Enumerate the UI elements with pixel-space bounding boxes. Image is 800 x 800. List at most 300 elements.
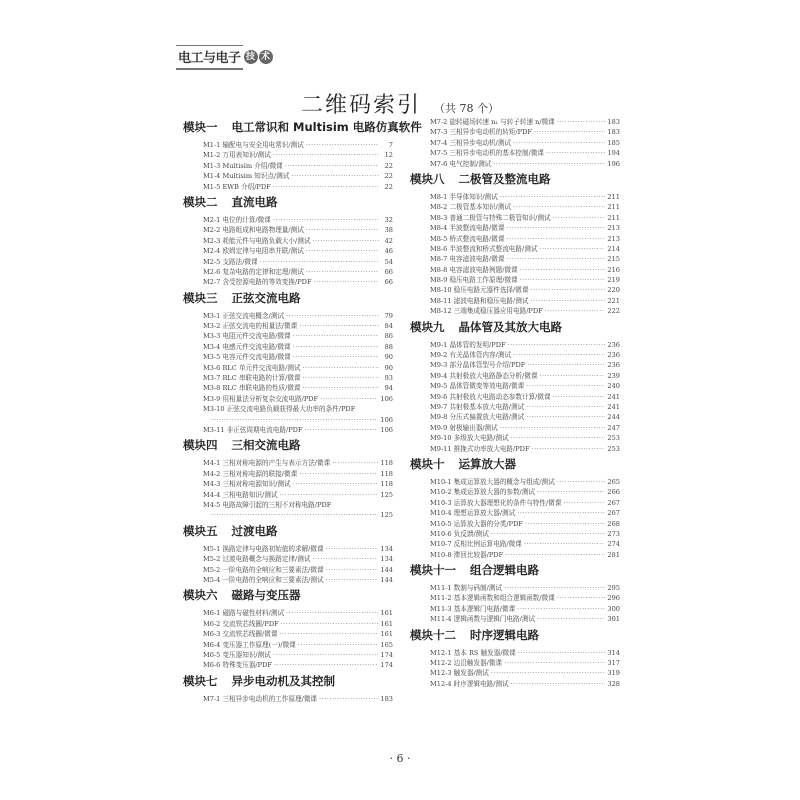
entry-title: 半导体知识/测试 (449, 192, 498, 201)
entry-page: 7 (388, 141, 393, 149)
entry-label (430, 648, 516, 658)
entry-page: 22 (384, 182, 393, 191)
entry-code: M10-7 (430, 540, 454, 549)
entry-page: 94 (384, 384, 393, 393)
qr-index-entry[interactable] (410, 296, 620, 306)
qr-index-entry[interactable] (183, 236, 393, 246)
entry-page: 54 (384, 257, 393, 266)
entry-page: 244 (607, 413, 620, 422)
entry-code: M10-5 (430, 519, 454, 528)
entry-code: M8-4 (430, 224, 450, 233)
entry-page: 86 (384, 332, 393, 341)
entry-page: 161 (380, 619, 393, 628)
qr-index-entry[interactable] (183, 469, 393, 479)
entry-code: M9-11 (430, 444, 454, 453)
qr-index-entry[interactable] (410, 583, 620, 593)
qr-index-entry[interactable] (410, 371, 620, 381)
entry-page: 46 (384, 247, 393, 256)
entry-label (430, 265, 518, 275)
entry-title: 特殊变压器/PDF (222, 661, 272, 670)
entry-page: 185 (607, 138, 620, 147)
entry-title: 集成运算放大器的参数/测试 (453, 488, 536, 497)
book-series-title: 电工与电子 (176, 45, 243, 70)
qr-index-entry[interactable] (183, 694, 393, 704)
qr-index-entry[interactable] (183, 490, 393, 500)
leader-dots (306, 140, 379, 150)
entry-page: 247 (607, 423, 620, 432)
entry-title: 输配电与安全用电常识/测试 (222, 141, 304, 149)
leader-dots (511, 433, 606, 443)
leader-dots (293, 331, 379, 341)
entry-label (203, 629, 277, 639)
entry-code: M9-2 (430, 351, 450, 360)
qr-index-entry[interactable] (183, 171, 393, 181)
entry-code: M2-3 (203, 236, 223, 245)
entry-title: 三相异步电动机的转矩/PDF (449, 128, 532, 137)
leader-dots (505, 550, 605, 560)
leader-dots (299, 321, 379, 331)
module-heading (410, 562, 620, 579)
entry-page: 300 (607, 604, 620, 613)
qr-index-entry[interactable] (183, 342, 393, 352)
module-name: 三相交流电路 (231, 438, 301, 453)
qr-index-entry[interactable] (183, 277, 393, 287)
qr-index-entry[interactable] (410, 381, 620, 391)
entry-title: 负反馈/测试 (453, 529, 489, 538)
qr-index-entry[interactable] (410, 213, 620, 223)
qr-index-entry[interactable] (410, 648, 620, 658)
qr-index-entry[interactable] (183, 311, 393, 321)
entry-title: 分压式偏置放大电路/测试 (449, 413, 525, 422)
qr-index-entry[interactable] (183, 565, 393, 575)
entry-title: RLC 单元件交流电路/测试 (222, 363, 301, 372)
entry-title: Multisim 知识点/测试 (222, 172, 290, 181)
entry-code: M8-12 (430, 307, 454, 316)
entry-code: M12-4 (430, 679, 454, 688)
qr-index-entry[interactable] (183, 575, 393, 585)
entry-label (203, 660, 272, 670)
qr-index-entry[interactable] (410, 433, 620, 443)
entry-code: M9-4 (430, 371, 450, 380)
page-title (0, 88, 800, 119)
entry-code: M7-5 (430, 149, 450, 158)
entry-title: 反相比例运算电路/微课 (453, 540, 522, 549)
entry-title: 理想运算放大器/测试 (453, 509, 516, 518)
entry-code: M3-6 (203, 363, 223, 372)
entry-code: M7-6 (430, 159, 450, 168)
module-heading (410, 319, 620, 336)
qr-index-entry[interactable] (183, 267, 393, 277)
entry-label (203, 394, 318, 404)
leader-dots (530, 296, 605, 306)
entry-label (203, 479, 291, 489)
entry-label (430, 202, 511, 212)
entry-title: RLC 串联电路的计算/微课 (222, 374, 301, 383)
entry-label (203, 554, 310, 564)
module-heading (183, 119, 422, 136)
entry-title: 一阶电路的全响应和三要素法/微课 (222, 565, 324, 574)
qr-index-entry[interactable] (410, 477, 620, 487)
entry-title: 部分晶体管型号介绍/PDF (449, 361, 526, 370)
qr-index-entry[interactable] (410, 285, 620, 295)
entry-page: 66 (384, 278, 393, 287)
entry-code: M8-10 (430, 286, 454, 295)
leader-dots (303, 383, 379, 393)
leader-dots (517, 508, 605, 518)
qr-index-entry[interactable] (183, 373, 393, 383)
qr-index-entry[interactable] (183, 225, 393, 235)
leader-dots (539, 371, 605, 381)
entry-page: 106 (380, 426, 393, 435)
leader-dots (526, 402, 605, 412)
qr-index-entry[interactable] (410, 423, 620, 433)
qr-index-entry[interactable] (410, 159, 620, 169)
entry-title: 三端集成稳压器应用电路/PDF (453, 307, 543, 316)
entry-title: 三相异步电动机/测试 (449, 138, 512, 147)
entry-page: 125 (380, 490, 393, 499)
qr-index-entry[interactable] (410, 487, 620, 497)
qr-index-entry[interactable] (410, 192, 620, 202)
entry-code: M4-2 (203, 469, 223, 478)
entry-title: Multisim 介绍/微课 (222, 161, 283, 170)
entry-code: M1-4 (203, 172, 223, 181)
entry-title: 滤波电路和稳压电路/测试 (453, 296, 529, 305)
leader-dots (320, 394, 378, 404)
qr-index-entry[interactable] (183, 479, 393, 489)
entry-label (203, 619, 279, 629)
entry-title: 电路组成和电路物理量/测试 (222, 226, 304, 235)
entry-page: 265 (607, 477, 620, 486)
entry-label (203, 650, 271, 660)
module-heading (183, 673, 393, 690)
leader-dots (526, 412, 605, 422)
leader-dots (293, 479, 379, 489)
qr-index-entry[interactable] (410, 529, 620, 539)
qr-index-entry[interactable] (410, 360, 620, 370)
entry-page: 183 (607, 118, 620, 126)
qr-index-entry[interactable] (183, 544, 393, 554)
leader-dots (306, 225, 379, 235)
entry-page: 174 (380, 650, 393, 659)
entry-code: M2-4 (203, 247, 223, 256)
qr-index-entry[interactable] (410, 658, 620, 668)
leader-dots (506, 223, 605, 233)
qr-index-entry[interactable] (410, 340, 620, 350)
qr-index-entry[interactable] (183, 383, 393, 393)
entry-page-line (203, 510, 393, 520)
qr-index-entry[interactable] (183, 150, 393, 160)
leader-dots (281, 619, 379, 629)
leader-dots (491, 668, 606, 678)
entry-code: M7-4 (430, 138, 450, 147)
entry-page: 213 (607, 234, 620, 243)
qr-index-entry[interactable] (183, 425, 393, 435)
entry-page: 88 (384, 342, 393, 351)
entry-code: M10-3 (430, 498, 454, 507)
entry-code: M8-5 (430, 234, 450, 243)
entry-title: 电位的计算/微课 (222, 215, 271, 224)
entry-page: 253 (607, 444, 620, 453)
entry-title: 晶体管的发明/PDF (449, 340, 506, 349)
entry-code: M4-1 (203, 459, 223, 468)
qr-index-entry[interactable] (410, 138, 620, 148)
entry-page: 134 (380, 555, 393, 564)
module-heading (410, 171, 620, 188)
entry-title: 共射极放大电路静态分析/微课 (449, 371, 538, 380)
entry-page: 268 (607, 519, 620, 528)
entry-page: 211 (607, 203, 620, 212)
entry-label (430, 519, 523, 529)
qr-index-entry[interactable] (183, 608, 393, 618)
qr-index-entry[interactable] (183, 404, 393, 425)
entry-page: 161 (380, 630, 393, 639)
qr-index-entry[interactable] (410, 444, 620, 454)
entry-page: 281 (607, 550, 620, 559)
page-number: · 6 · (389, 752, 411, 765)
entry-label (430, 477, 555, 487)
entry-code: M4-5 (203, 500, 223, 509)
qr-index-entry[interactable] (410, 614, 620, 624)
qr-index-entry[interactable] (410, 265, 620, 275)
leader-dots (504, 583, 605, 593)
qr-index-entry[interactable] (410, 508, 620, 518)
entry-code: M3-9 (203, 394, 223, 403)
leader-dots (285, 161, 379, 171)
qr-index-entry[interactable] (183, 140, 393, 150)
entry-code: M10-4 (430, 509, 454, 518)
entry-label (430, 658, 502, 668)
entry-page: 215 (607, 255, 620, 264)
leader-dots (319, 694, 378, 704)
qr-index-entry[interactable] (183, 660, 393, 670)
entry-code: M2-1 (203, 215, 223, 224)
qr-index-entry[interactable] (410, 117, 620, 127)
entry-title: 电容滤波电路/微课 (449, 255, 505, 264)
qr-index-entry[interactable] (183, 331, 393, 341)
qr-index-entry[interactable] (410, 402, 620, 412)
entry-title: 基本逻辑函数和组合逻辑函数/微课 (453, 594, 555, 603)
leader-dots (291, 171, 379, 181)
entry-page: 125 (380, 511, 393, 520)
leader-dots (537, 487, 605, 497)
entry-page: 12 (384, 151, 393, 160)
leader-dots (211, 510, 378, 520)
entry-label (430, 444, 530, 454)
qr-index-entry[interactable] (183, 363, 393, 373)
leader-dots (326, 565, 379, 575)
entry-code: M7-2 (430, 118, 450, 126)
entry-code: M8-8 (430, 265, 450, 274)
leader-dots (506, 234, 605, 244)
entry-label (430, 668, 489, 678)
qr-index-entry[interactable] (183, 161, 393, 171)
leader-dots (326, 544, 379, 554)
entry-title: 晶体管微变等效电路/微课 (449, 382, 525, 391)
entry-page: 22 (384, 172, 393, 181)
entry-label (430, 350, 511, 360)
entry-page: 118 (380, 459, 393, 468)
leader-dots (286, 608, 378, 618)
entry-code: M3-11 (203, 426, 227, 435)
entry-label (203, 171, 289, 181)
entry-page: 267 (607, 509, 620, 518)
qr-index-entry[interactable] (183, 458, 393, 468)
qr-index-entry[interactable] (410, 498, 620, 508)
entry-code: M4-3 (203, 480, 223, 489)
entry-page: 165 (380, 640, 393, 649)
qr-index-entry[interactable] (183, 352, 393, 362)
qr-index-entry[interactable] (410, 539, 620, 549)
entry-title: 基本逻辑门电路/微课 (453, 604, 516, 613)
qr-index-entry[interactable] (410, 519, 620, 529)
module-name: 过渡电路 (231, 523, 278, 538)
leader-dots (306, 246, 379, 256)
qr-index-entry[interactable] (410, 392, 620, 402)
entry-code: M3-10 (203, 405, 227, 414)
entry-page: 42 (384, 236, 393, 245)
entry-label (203, 182, 271, 192)
entry-page: 220 (607, 286, 620, 295)
leader-dots (306, 267, 379, 277)
qr-index-entry[interactable] (183, 619, 393, 629)
qr-index-entry[interactable] (183, 394, 393, 404)
qr-index-entry[interactable] (410, 234, 620, 244)
qr-index-entry[interactable] (183, 321, 393, 331)
entry-title: 变压器工作原理(一)/微课 (222, 640, 296, 649)
entry-page: 301 (607, 615, 620, 624)
leader-dots (273, 215, 379, 225)
qr-index-entry[interactable] (410, 254, 620, 264)
qr-index-entry[interactable] (410, 148, 620, 158)
entry-title: 正弦交流电的相量法/微课 (222, 322, 298, 331)
entry-title: 数制与码制/测试 (453, 584, 503, 593)
entry-page: 236 (607, 340, 620, 349)
qr-index-entry[interactable] (410, 604, 620, 614)
module-number: 模块五 (183, 523, 218, 538)
entry-label (430, 550, 503, 560)
qr-index-entry[interactable] (183, 500, 393, 521)
index-title: 二维码索引 (300, 93, 421, 118)
entry-code: M6-5 (203, 650, 223, 659)
qr-index-entry[interactable] (183, 640, 393, 650)
entry-page: 314 (607, 648, 620, 657)
leader-dots (530, 285, 605, 295)
entry-code: M8-3 (430, 213, 450, 222)
module-number: 模块六 (183, 588, 218, 603)
entry-title: 普通二极管与特殊二极管知识/测试 (449, 213, 551, 222)
entry-label (203, 575, 324, 585)
leader-dots (520, 265, 606, 275)
entry-page: 274 (607, 540, 620, 549)
entry-title: 电容滤波电路例题/微课 (449, 265, 518, 274)
entry-title: 支路法/微课 (222, 257, 258, 266)
entry-code: M8-11 (430, 296, 454, 305)
entry-title: 推挽式功率放大电路/PDF (453, 444, 530, 453)
entry-page: 106 (380, 415, 393, 424)
qr-index-entry[interactable] (410, 668, 620, 678)
qr-index-entry[interactable] (410, 593, 620, 603)
entry-code: M3-3 (203, 332, 223, 341)
qr-index-entry[interactable] (410, 679, 620, 689)
qr-index-entry[interactable] (183, 650, 393, 660)
qr-index-entry[interactable] (410, 412, 620, 422)
index-column-right (410, 117, 620, 689)
qr-index-entry[interactable] (410, 223, 620, 233)
qr-index-entry[interactable] (183, 257, 393, 267)
leader-dots (500, 423, 606, 433)
entry-title: 稳压电路工作原理/微课 (449, 276, 518, 285)
entry-page: 236 (607, 361, 620, 370)
entry-title: 非正弦周期电流电路/PDF (226, 426, 303, 435)
qr-index-entry[interactable] (183, 182, 393, 192)
entry-page: 144 (380, 575, 393, 584)
entry-page: 253 (607, 434, 620, 443)
entry-title: 集成运算放大器的概念与组成/测试 (453, 477, 555, 486)
entry-page: 267 (607, 498, 620, 507)
entry-label (203, 267, 304, 277)
entry-page: 66 (384, 267, 393, 276)
leader-dots (273, 150, 379, 160)
qr-index-entry[interactable] (183, 554, 393, 564)
entry-title: 运算放大器的分类/PDF (453, 519, 523, 528)
entry-page-line (203, 415, 393, 425)
qr-index-entry[interactable] (183, 246, 393, 256)
qr-index-entry[interactable] (410, 306, 620, 316)
module-number: 模块七 (183, 673, 218, 688)
qr-index-entry[interactable] (410, 202, 620, 212)
module-name: 时序逻辑电路 (470, 627, 539, 642)
entry-label (430, 117, 555, 127)
entry-label (430, 213, 551, 223)
entry-label (430, 381, 524, 391)
entry-page: 194 (607, 149, 620, 158)
qr-index-entry[interactable] (410, 127, 620, 137)
qr-index-entry[interactable] (410, 350, 620, 360)
entry-label (203, 608, 284, 618)
entry-title: 万用表知识/测试 (222, 151, 271, 160)
entry-title: 三相异步电动机的工作原理/微课 (222, 694, 318, 703)
entry-code: M4-4 (203, 490, 223, 499)
qr-index-entry[interactable] (410, 275, 620, 285)
module-name: 异步电动机及其控制 (231, 673, 335, 688)
leader-dots (553, 213, 606, 223)
leader-dots (513, 202, 605, 212)
module-number: 模块十一 (410, 563, 456, 578)
entry-code: M6-4 (203, 640, 223, 649)
module-name: 直流电路 (231, 194, 278, 209)
qr-index-entry[interactable] (410, 244, 620, 254)
qr-index-entry[interactable] (410, 550, 620, 560)
entry-title: 多级放大电路/测试 (453, 434, 509, 443)
entry-label (430, 234, 504, 244)
entry-title: 一阶电路的全响应和三要素法/测试 (222, 575, 324, 584)
leader-dots (534, 127, 605, 137)
entry-page: 106 (380, 394, 393, 403)
entry-page: 32 (384, 215, 393, 224)
entry-page: 144 (380, 565, 393, 574)
leader-dots (520, 275, 606, 285)
qr-index-entry[interactable] (183, 629, 393, 639)
leader-dots (314, 277, 379, 287)
leader-dots (305, 425, 379, 435)
index-count: （共 78 个） (434, 102, 500, 115)
entry-label (203, 215, 271, 225)
leader-dots (532, 444, 606, 454)
index-column-left (183, 117, 422, 704)
module-heading (183, 194, 393, 211)
entry-label (430, 583, 502, 593)
qr-index-entry[interactable] (183, 215, 393, 225)
